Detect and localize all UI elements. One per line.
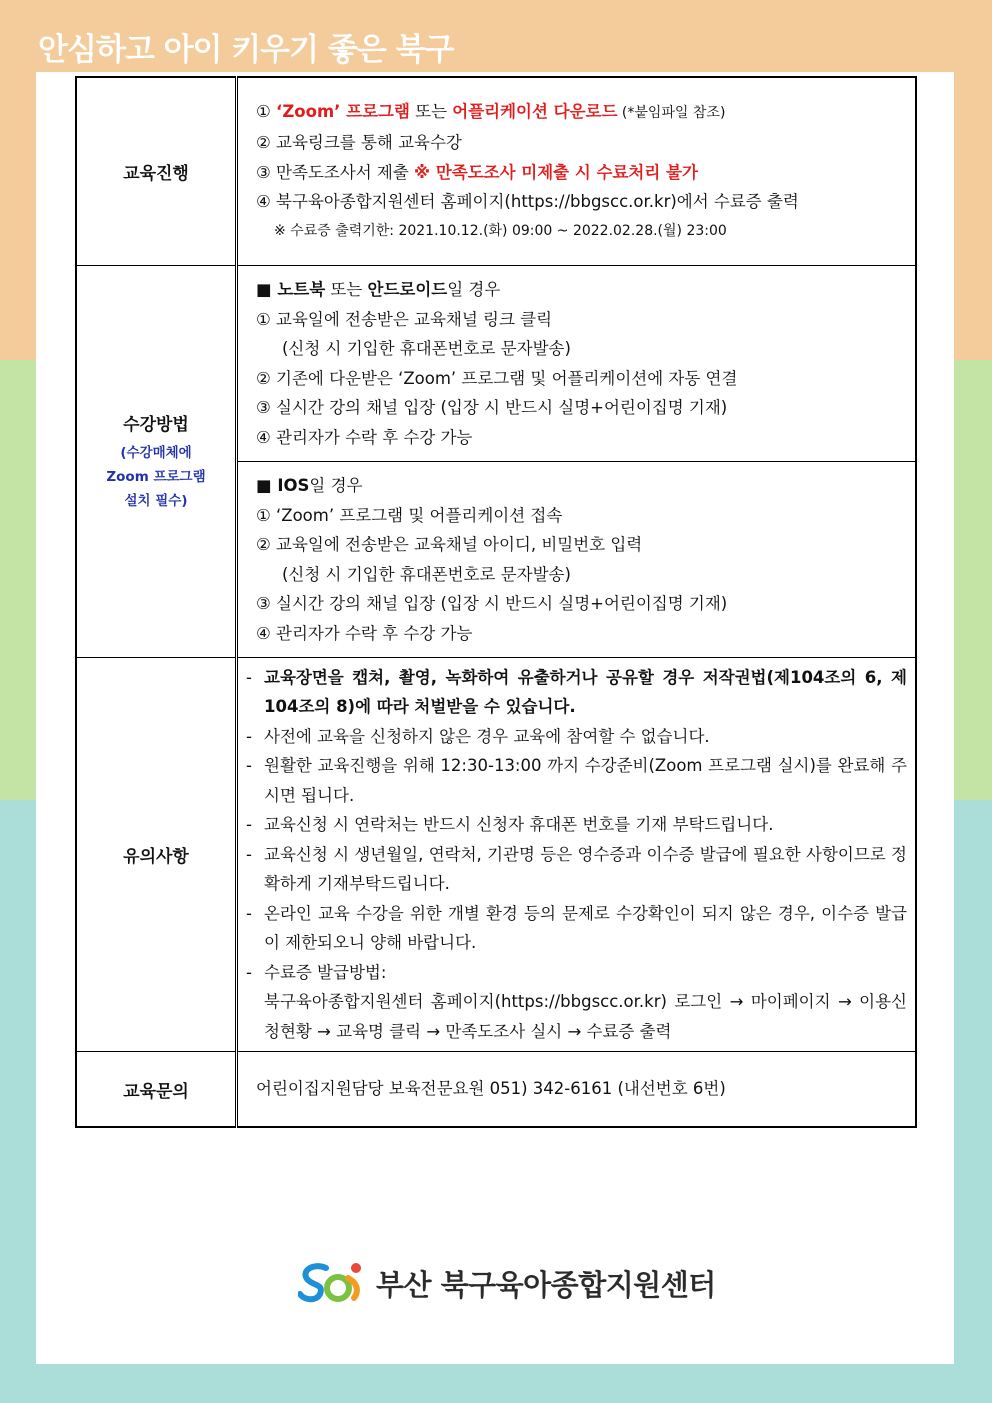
laptop-step-1: ① 교육일에 전송받은 교육채널 링크 클릭 xyxy=(256,309,553,329)
note-item-4 xyxy=(246,810,907,840)
method-label: 수강방법 xyxy=(123,415,189,435)
certificate-method xyxy=(264,958,907,1047)
row-label-progress: 교육진행 xyxy=(76,77,237,266)
note-text-6: 온라인 교육 수강을 위한 개별 환경 등의 문제로 수강확인이 되지 않은 경우, 이수증 발급이 제한되오니 양해 바랍니다. xyxy=(264,903,907,953)
ios-text: IOS xyxy=(277,476,310,495)
info-table xyxy=(75,76,917,1128)
laptop-step-4: ④ 관리자가 수락 후 수강 가능 xyxy=(256,427,473,447)
ios-step-2-note: (신청 시 기입한 휴대폰번호로 문자발송) xyxy=(282,564,571,584)
survey-warning: ※ 만족도조사 미제출 시 수료처리 불가 xyxy=(414,162,698,182)
certificate-deadline-note: ※ 수료증 출력기한: 2021.10.12.(화) 09:00 ~ 2022.02.28.(월) 23:00 xyxy=(274,222,727,239)
laptop-text: 노트북 xyxy=(277,280,326,299)
note-item-3 xyxy=(246,751,907,810)
progress-line-1 xyxy=(256,97,905,129)
method-sub-label xyxy=(77,441,235,513)
progress-line-2: ② 교육링크를 통해 교육수강 xyxy=(256,133,462,153)
note-item-7 xyxy=(246,958,907,1047)
method-ios xyxy=(237,462,917,658)
square-bullet-icon: ■ xyxy=(256,280,278,299)
inquiry-contact: 어린이집지원담당 보육전문요원 051) 342-6161 (내선번호 6번) xyxy=(237,1052,917,1128)
method-sub-3: 설치 필수) xyxy=(124,493,188,509)
progress-line-3 xyxy=(256,158,905,188)
case-text: 일 경우 xyxy=(309,476,363,495)
table-row-inquiry xyxy=(76,1052,916,1128)
laptop-android-heading xyxy=(256,275,905,305)
method-sub-2: Zoom 프로그램 xyxy=(106,469,206,485)
ios-step-2: ② 교육일에 전송받은 교육채널 아이디, 비밀번호 입력 xyxy=(256,535,643,554)
method-sub-1: (수강매체에 xyxy=(120,445,192,461)
ios-step-4: ④ 관리자가 수락 후 수강 가능 xyxy=(256,623,473,643)
laptop-step-1-note: (신청 시 기입한 휴대폰번호로 문자발송) xyxy=(282,339,571,358)
square-bullet-icon: ■ xyxy=(256,476,278,495)
header-title: 안심하고 아이 키우기 좋은 북구 xyxy=(38,32,454,68)
zoom-program-text: ‘Zoom’ 프로그램 xyxy=(276,101,410,121)
note-item-1 xyxy=(246,663,907,722)
step-number: ① xyxy=(256,101,271,121)
row-label-method xyxy=(76,266,237,658)
notes-content xyxy=(237,658,917,1052)
certificate-method-title: 수료증 발급방법: xyxy=(264,962,387,982)
dash: - xyxy=(246,756,252,776)
android-text: 안드로이드 xyxy=(367,280,448,299)
row-label-notes: 유의사항 xyxy=(76,658,237,1052)
dash: - xyxy=(246,667,252,687)
attachment-note: (*붙임파일 참조) xyxy=(617,104,726,121)
app-download-text: 어플리케이션 다운로드 xyxy=(452,101,618,121)
note-item-2 xyxy=(246,722,907,752)
ios-heading xyxy=(256,471,905,501)
note-item-6 xyxy=(246,899,907,958)
table-row-method xyxy=(76,266,916,462)
ios-step-3: ③ 실시간 강의 채널 입장 (입장 시 반드시 실명+어린이집명 기재) xyxy=(256,594,728,613)
copyright-warning: 교육장면을 캡쳐, 촬영, 녹화하여 유출하거나 공유할 경우 저작권법(제104조의 6, 제104조의 8)에 따라 처벌받을 수 있습니다. xyxy=(264,667,907,717)
ios-step-1: ① ‘Zoom’ 프로그램 및 어플리케이션 접속 xyxy=(256,505,563,525)
laptop-step-3: ③ 실시간 강의 채널 입장 (입장 시 반드시 실명+어린이집명 기재) xyxy=(256,398,728,417)
row-label-inquiry: 교육문의 xyxy=(76,1052,237,1128)
survey-submit-text: ③ 만족도조사서 제출 xyxy=(256,162,415,182)
or-text: 또는 xyxy=(409,101,453,121)
or-text: 또는 xyxy=(325,280,368,299)
method-laptop-android xyxy=(237,266,917,462)
dash: - xyxy=(246,726,252,746)
footer-logo xyxy=(298,1260,716,1306)
progress-line-4: ④ 북구육아종합지원센터 홈페이지(https://bbgscc.or.kr)에서 수료증 출력 xyxy=(256,192,799,212)
note-text-2: 사전에 교육을 신청하지 않은 경우 교육에 참여할 수 없습니다. xyxy=(264,726,710,746)
table-row-progress xyxy=(76,77,916,266)
footer-org-name: 부산 북구육아종합지원센터 xyxy=(376,1267,716,1302)
dash: - xyxy=(246,962,252,982)
dash: - xyxy=(246,815,252,835)
dash: - xyxy=(246,844,252,864)
org-logo-icon xyxy=(298,1260,366,1306)
note-text-5: 교육신청 시 생년월일, 연락처, 기관명 등은 영수증과 이수증 발급에 필요한 사항이므로 정확하게 기재부탁드립니다. xyxy=(264,844,907,894)
note-text-4: 교육신청 시 연락처는 반드시 신청자 휴대폰 번호를 기재 부탁드립니다. xyxy=(264,815,774,835)
case-text: 일 경우 xyxy=(447,280,501,299)
dash: - xyxy=(246,903,252,923)
note-item-5 xyxy=(246,840,907,899)
laptop-step-2: ② 기존에 다운받은 ‘Zoom’ 프로그램 및 어플리케이션에 자동 연결 xyxy=(256,368,738,388)
note-text-3: 원활한 교육진행을 위해 12:30-13:00 까지 수강준비(Zoom 프로그램 실시)를 완료해 주시면 됩니다. xyxy=(264,756,907,805)
certificate-method-steps: 북구육아종합지원센터 홈페이지(https://bbgscc.or.kr) 로그인 → 마이페이지 → 이용신청현황 → 교육명 클릭 → 만족도조사 실시 → 수료증 출력 xyxy=(264,992,907,1041)
progress-content xyxy=(237,77,917,266)
table-row-notes xyxy=(76,658,916,1052)
